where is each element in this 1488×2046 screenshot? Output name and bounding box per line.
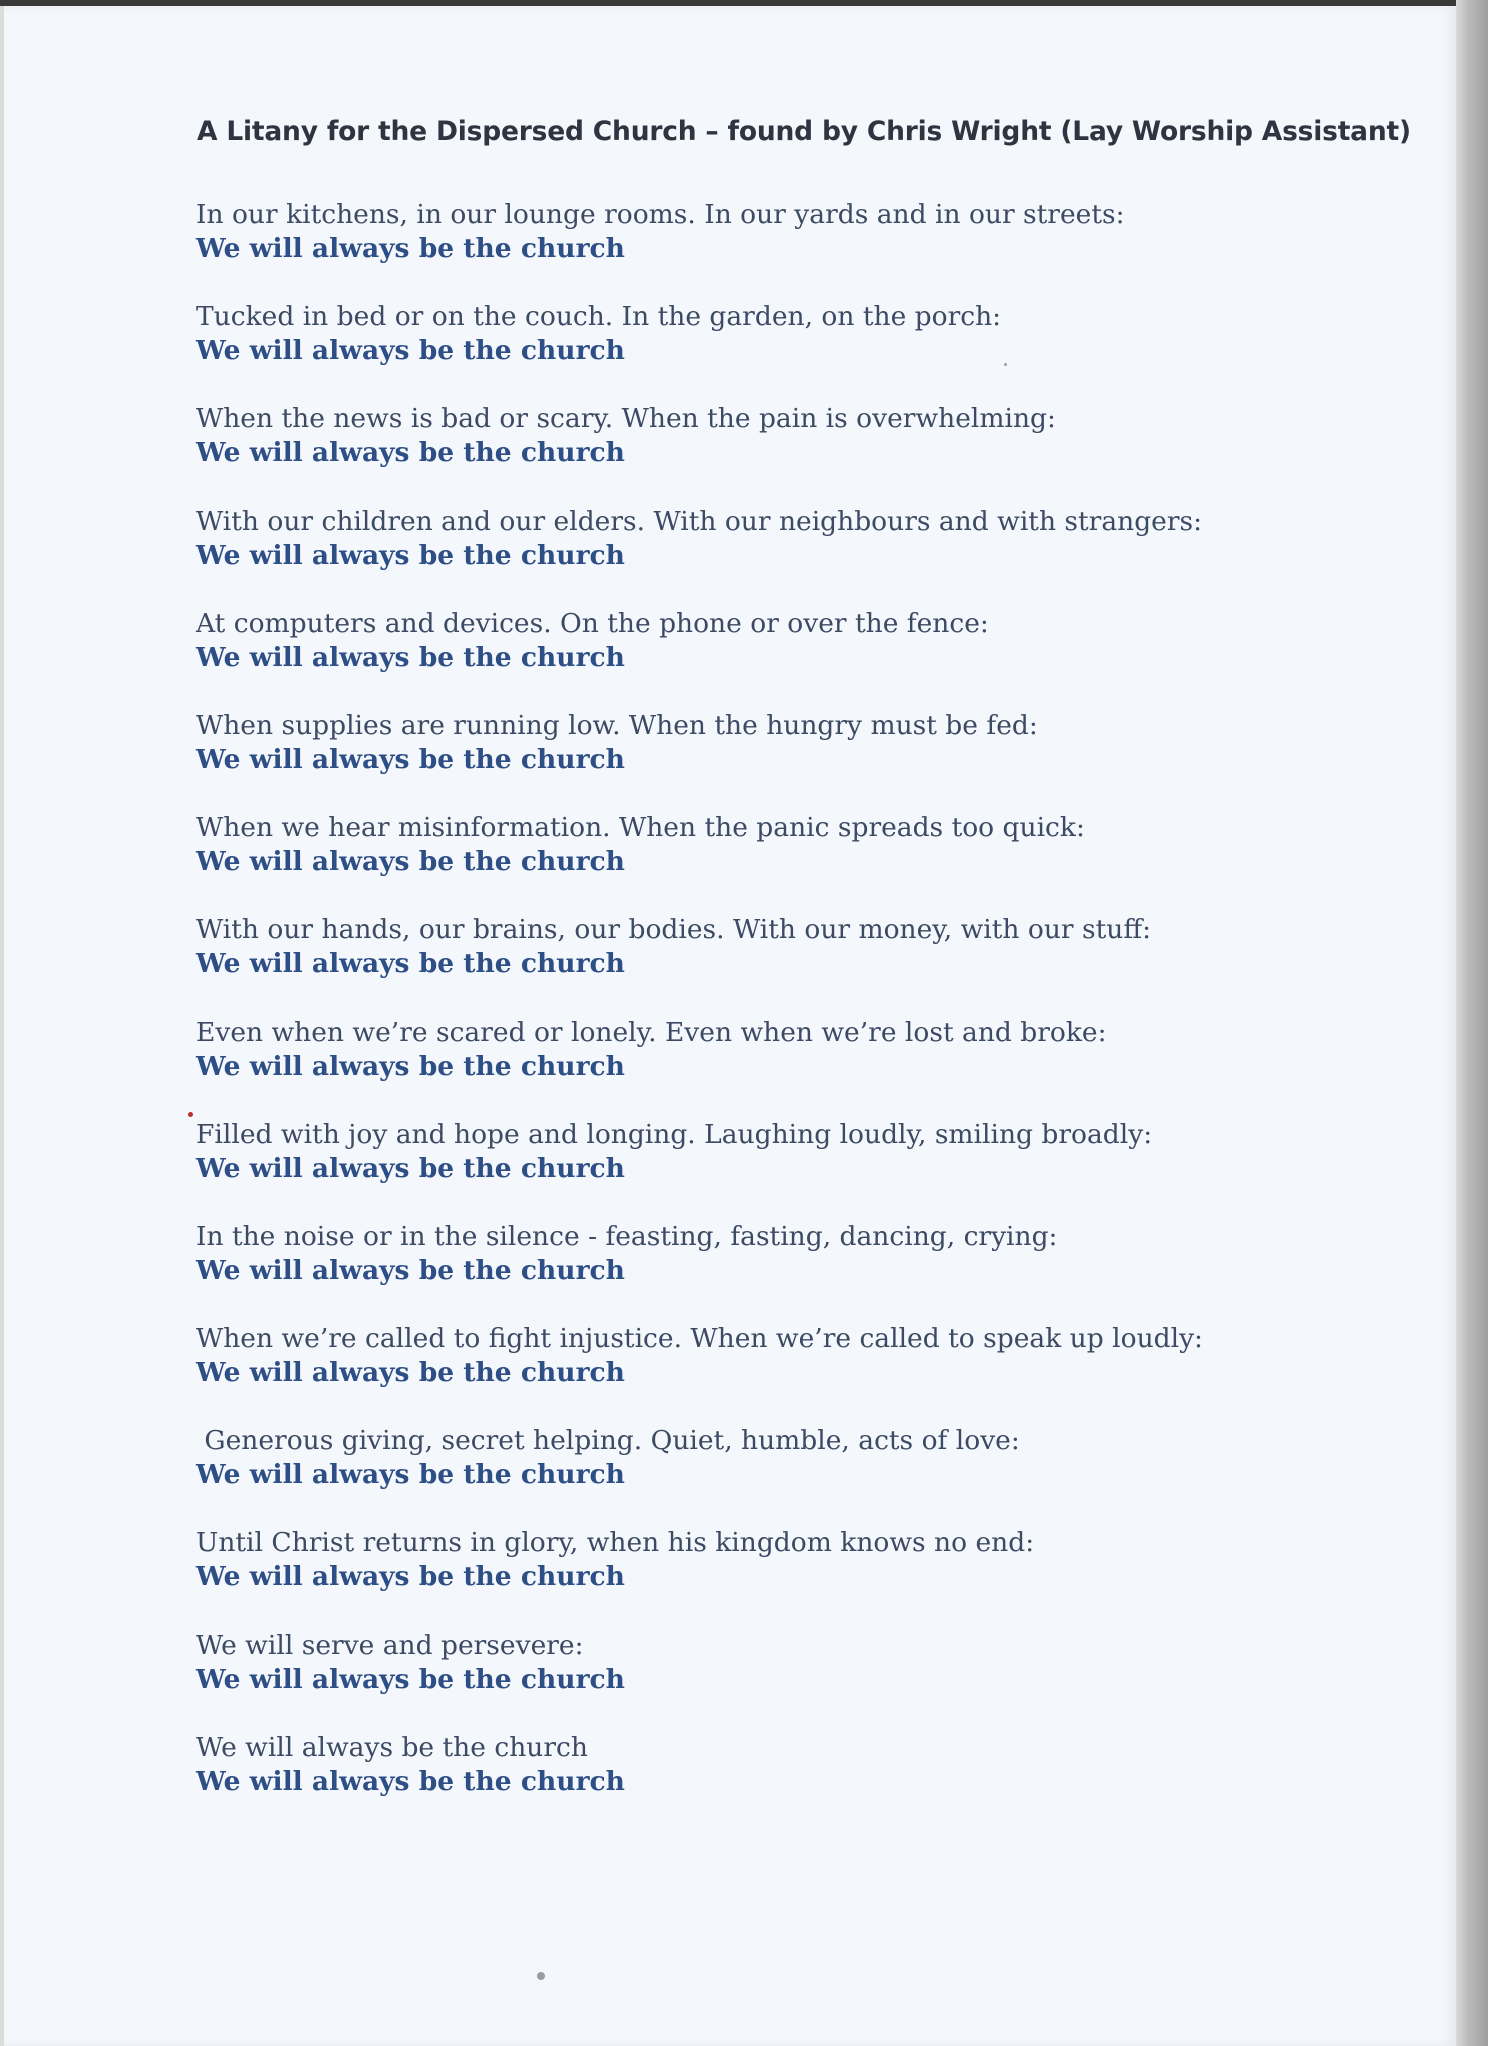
stanza — [196, 1629, 1376, 1731]
red-mark — [188, 1112, 193, 1117]
call-line: When we hear misinformation. When the panic spreads too quick: — [196, 812, 1085, 844]
response-line: We will always be the church — [196, 1152, 625, 1184]
call-line: Until Christ returns in glory, when his kingdom knows no end: — [196, 1527, 1035, 1559]
call-line: Tucked in bed or on the couch. In the garden, on the porch: — [196, 301, 1002, 333]
response-line: We will always be the church — [196, 1357, 625, 1389]
call-line: We will serve and persevere: — [196, 1629, 584, 1661]
response-line: We will always be the church — [196, 1254, 625, 1286]
stanza — [196, 1526, 1376, 1628]
call-line: Even when we’re scared or lonely. Even when we’re lost and broke: — [196, 1016, 1107, 1048]
stanza — [196, 913, 1376, 1015]
stanza — [196, 1220, 1376, 1322]
dust-speck — [537, 1972, 545, 1980]
call-line: In our kitchens, in our lounge rooms. In our yards and in our streets: — [196, 199, 1125, 230]
stanza — [196, 1118, 1376, 1220]
call-line: When we’re called to fight injustice. When we’re called to speak up loudly: — [196, 1323, 1203, 1355]
call-line: We will always be the church — [196, 1731, 588, 1763]
call-line: At computers and devices. On the phone or over the fence: — [196, 607, 989, 639]
response-line: We will always be the church — [196, 743, 625, 775]
call-line: Filled with joy and hope and longing. Laughing loudly, smiling broadly: — [196, 1118, 1153, 1150]
response-line: We will always be the church — [196, 948, 625, 980]
response-line: We will always be the church — [196, 1459, 625, 1491]
call-line: When the news is bad or scary. When the pain is overwhelming: — [196, 403, 1056, 435]
response-line: We will always be the church — [196, 1765, 625, 1797]
response-line: We will always be the church — [196, 1663, 625, 1695]
dust-speck — [1004, 363, 1007, 366]
call-line: Generous giving, secret helping. Quiet, humble, acts of love: — [196, 1425, 1020, 1457]
response-line: We will always be the church — [196, 539, 625, 571]
call-line: In the noise or in the silence - feasting, fasting, dancing, crying: — [196, 1220, 1058, 1252]
stanza — [196, 300, 1376, 402]
litany-body — [196, 198, 1376, 1833]
call-line: When supplies are running low. When the hungry must be fed: — [196, 709, 1038, 741]
response-line: We will always be the church — [196, 335, 625, 367]
stanza — [196, 402, 1376, 504]
stanza — [196, 1322, 1376, 1424]
response-line: We will always be the church — [196, 233, 625, 264]
call-line: With our hands, our brains, our bodies. With our money, with our stuff: — [196, 914, 1152, 946]
scan-right-edge — [1456, 0, 1488, 2046]
call-line: With our children and our elders. With our neighbours and with strangers: — [196, 505, 1203, 537]
stanza — [196, 1016, 1376, 1118]
stanza — [196, 811, 1376, 913]
stanza — [196, 1731, 1376, 1833]
document-title: A Litany for the Dispersed Church – found by Chris Wright (Lay Worship Assistant) — [197, 116, 1411, 147]
response-line: We will always be the church — [196, 437, 625, 469]
stanza — [196, 505, 1376, 607]
response-line: We will always be the church — [196, 1050, 625, 1082]
response-line: We will always be the church — [196, 641, 625, 673]
response-line: We will always be the church — [196, 1561, 625, 1593]
stanza — [196, 709, 1376, 811]
stanza — [196, 1424, 1376, 1526]
stanza — [196, 198, 1376, 300]
stanza — [196, 607, 1376, 709]
response-line: We will always be the church — [196, 846, 625, 878]
